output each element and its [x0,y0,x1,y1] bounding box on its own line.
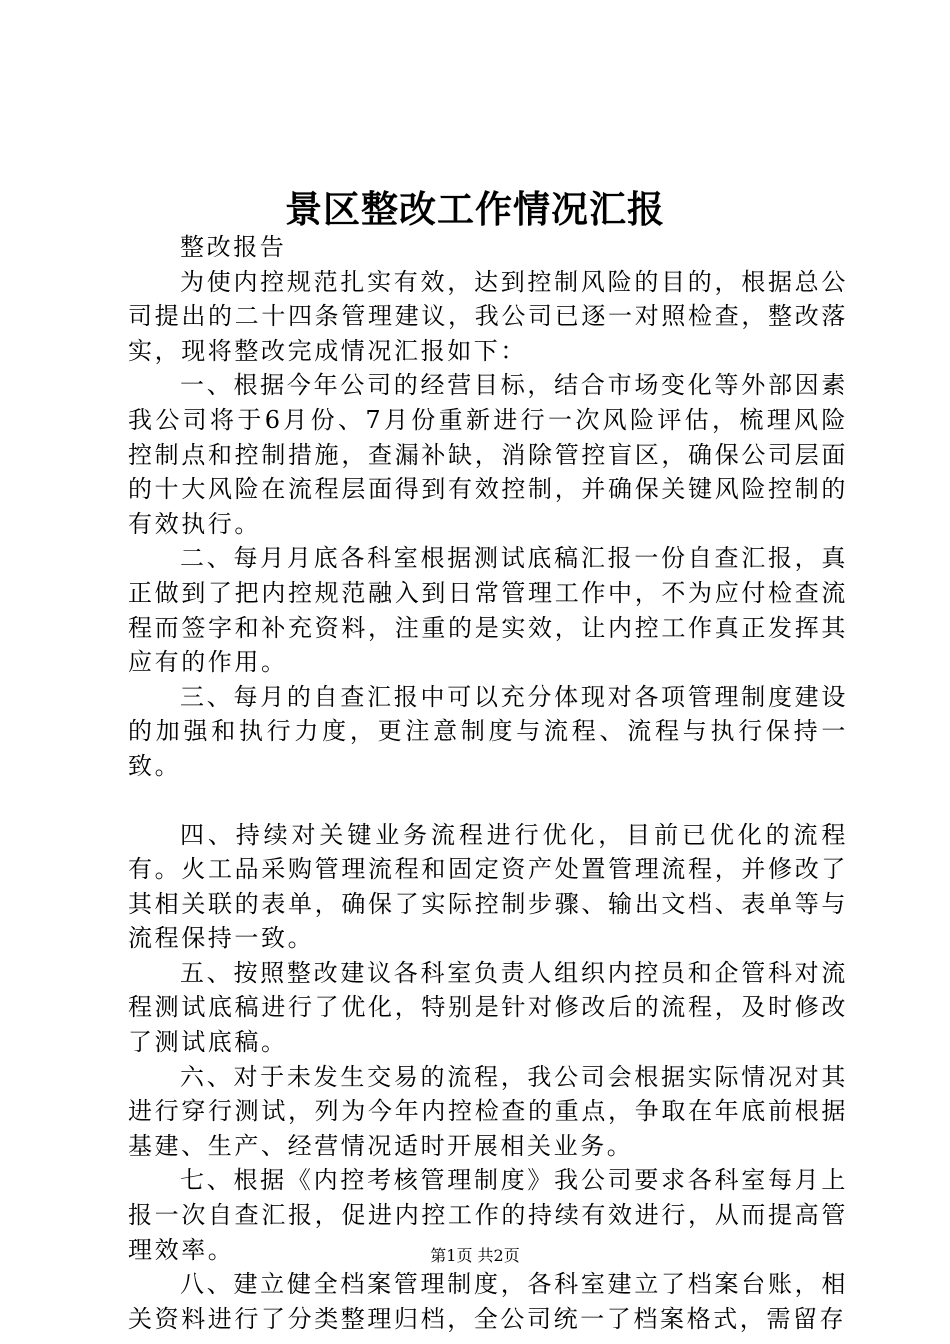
document-subtitle: 整改报告 [180,233,287,261]
document-body [128,230,848,1336]
paragraph-7: 七、根据《内控考核管理制度》我公司要求各科室每月上报一次自查汇报，促进内控工作的持续有效进行，从而提高管理效率。 [128,1166,848,1264]
document-title: 景区整改工作情况汇报 [285,187,665,231]
paragraph-1: 一、根据今年公司的经营目标，结合市场变化等外部因素我公司将于6月份、7月份重新进行一次风险评估，梳理风险控制点和控制措施，查漏补缺，消除管控盲区，确保公司层面的十大风险在流程层面得到有效控制，并确保关键风险控制的有效执行。 [128,371,848,538]
paragraph-intro: 为使内控规范扎实有效，达到控制风险的目的，根据总公司提出的二十四条管理建议，我公司已逐一对照检查，整改落实，现将整改完成情况汇报如下： [128,267,848,365]
paragraph-8: 八、建立健全档案管理制度，各科室建立了档案台账，相关资料进行了分类整理归档，全公司统一了档案格式，需留存 [128,1270,848,1333]
paragraph-6: 六、对于未发生交易的流程，我公司会根据实际情况对其进行穿行测试，列为今年内控检查的重点，争取在年底前根据基建、生产、经营情况适时开展相关业务。 [128,1062,848,1160]
paragraph-2: 二、每月月底各科室根据测试底稿汇报一份自查汇报，真正做到了把内控规范融入到日常管理工作中，不为应付检查流程而签字和补充资料，注重的是实效，让内控工作真正发挥其应有的作用。 [128,544,848,677]
paragraph-3: 三、每月的自查汇报中可以充分体现对各项管理制度建设的加强和执行力度，更注意制度与流程、流程与执行保持一致。 [128,682,848,780]
page-number-footer: 第1页 共2页 [430,1246,520,1265]
paragraph-4: 四、持续对关键业务流程进行优化，目前已优化的流程有。火工品采购管理流程和固定资产处置管理流程，并修改了其相关联的表单，确保了实际控制步骤、输出文档、表单等与流程保持一致。 [128,820,848,953]
paragraph-5: 五、按照整改建议各科室负责人组织内控员和企管科对流程测试底稿进行了优化，特别是针对修改后的流程，及时修改了测试底稿。 [128,958,848,1057]
